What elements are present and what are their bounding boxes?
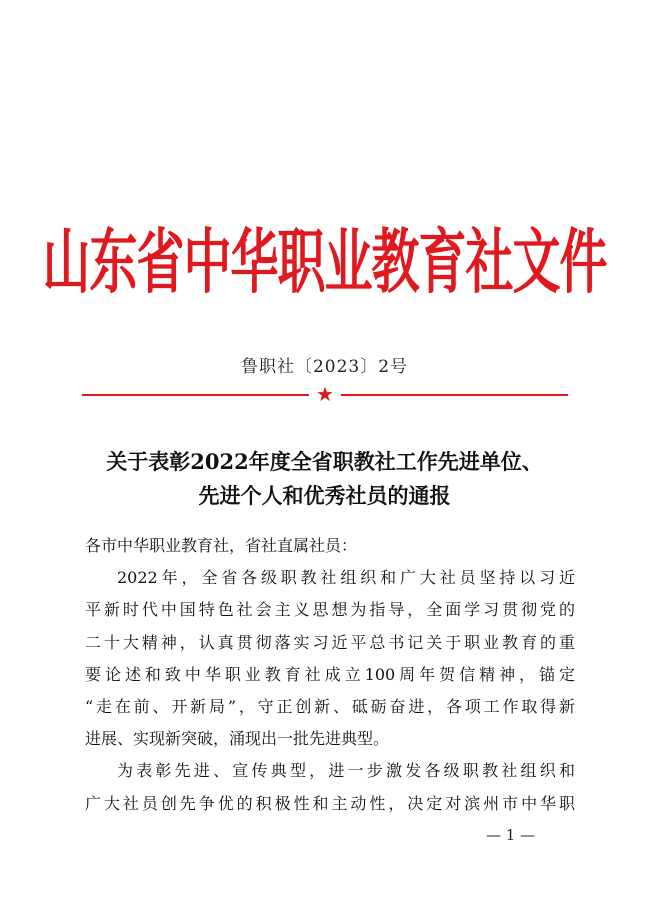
document-title-line-1: 关于表彰2022年度全省职教社工作先进单位、 (106, 449, 543, 474)
paragraph-1-line-6: 进展、实现新突破，涌现出一批先进典型。 (85, 729, 390, 749)
paragraph-1-line-1: 2022年，全省各级职教社组织和广大社员坚持以习近 (117, 568, 575, 588)
document-title-line-2: 先进个人和优秀社员的通报 (198, 483, 451, 508)
paragraph-1-line-3: 二十大精神，认真贯彻落实习近平总书记关于职业教育的重 (85, 632, 575, 652)
paragraph-2-line-1: 为表彰先进、宣传典型，进一步激发各级职教社组织和 (117, 761, 575, 781)
document-body (85, 530, 575, 820)
paragraph-1-line-5: “走在前、开新局”，守正创新、砥砺奋进，各项工作取得新 (85, 696, 575, 716)
document-number: 鲁职社〔2023〕2号 (240, 357, 409, 377)
divider-line-left (82, 394, 309, 396)
page-number: — 1 — (486, 826, 536, 844)
divider-line-right (341, 394, 568, 396)
paragraph-2-line-2: 广大社员创先争优的积极性和主动性，决定对滨州市中华职 (85, 793, 575, 813)
paragraph-1-line-2: 平新时代中国特色社会主义思想为指导，全面学习贯彻党的 (85, 600, 575, 620)
salutation: 各市中华职业教育社，省社直属社员： (85, 536, 358, 555)
star-icon: ★ (316, 382, 334, 406)
paragraph-1-line-4: 要论述和致中华职业教育社成立100周年贺信精神，锚定 (85, 664, 575, 684)
red-divider (82, 384, 568, 406)
document-masthead: 山东省中华职业教育社文件 (42, 222, 607, 304)
